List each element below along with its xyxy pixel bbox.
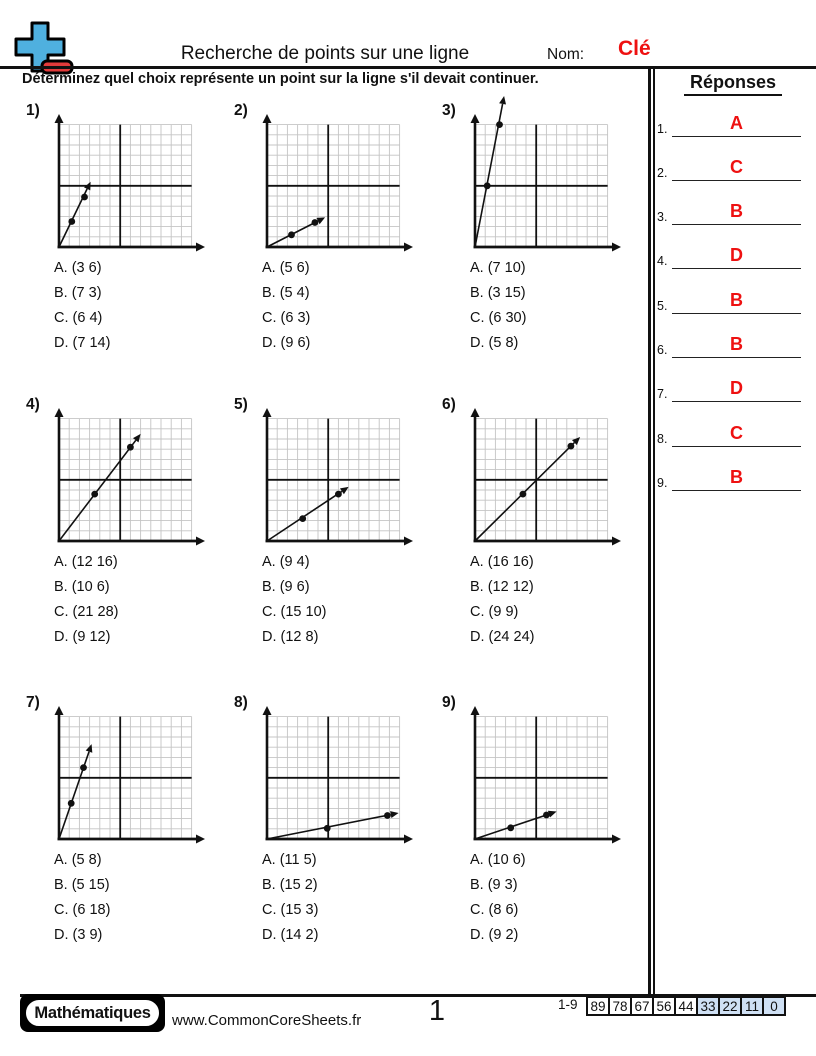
answer-blank-line bbox=[672, 268, 801, 269]
choice-d: D. (14 2) bbox=[262, 927, 319, 943]
choice-d: D. (12 8) bbox=[262, 629, 319, 645]
answer-letter: B bbox=[730, 201, 743, 221]
problem-number: 8) bbox=[234, 694, 248, 711]
answer-row-4 bbox=[653, 243, 805, 269]
choice-d: D. (3 9) bbox=[54, 927, 103, 943]
score-cell: 67 bbox=[630, 996, 654, 1016]
answer-number: 8. bbox=[657, 432, 668, 446]
score-range-label: 1-9 bbox=[558, 997, 578, 1012]
choice-a: A. (7 10) bbox=[470, 260, 526, 276]
answer-blank-line bbox=[672, 446, 801, 447]
answer-row-5 bbox=[653, 288, 805, 314]
problem-2 bbox=[228, 100, 434, 392]
choice-c: C. (8 6) bbox=[470, 902, 519, 918]
choice-b: B. (9 6) bbox=[262, 579, 310, 595]
choice-c: C. (9 9) bbox=[470, 604, 519, 620]
answer-letter: D bbox=[730, 245, 743, 265]
choice-list bbox=[470, 550, 534, 650]
choice-b: B. (12 12) bbox=[470, 579, 534, 595]
name-label: Nom: bbox=[547, 46, 585, 63]
answer-row-3 bbox=[653, 199, 805, 225]
answer-row-1 bbox=[653, 111, 805, 137]
choice-a: A. (5 8) bbox=[54, 852, 102, 868]
choice-list bbox=[54, 550, 118, 650]
answer-row-7 bbox=[653, 376, 805, 402]
choice-c: C. (6 4) bbox=[54, 310, 103, 326]
problem-number: 4) bbox=[26, 396, 40, 413]
line-graph bbox=[52, 100, 207, 260]
choice-a: A. (11 5) bbox=[262, 852, 317, 868]
problem-number: 6) bbox=[442, 396, 456, 413]
choice-b: B. (5 4) bbox=[262, 285, 310, 301]
answer-blank-line bbox=[672, 357, 801, 358]
choice-list bbox=[262, 256, 310, 356]
answer-number: 2. bbox=[657, 166, 668, 180]
choice-b: B. (3 15) bbox=[470, 285, 526, 301]
answer-number: 4. bbox=[657, 254, 668, 268]
choice-a: A. (10 6) bbox=[470, 852, 526, 868]
subject-badge bbox=[20, 994, 165, 1032]
answer-blank-line bbox=[672, 224, 801, 225]
page-title: Recherche de points sur une ligne bbox=[180, 43, 470, 64]
problem-number: 5) bbox=[234, 396, 248, 413]
problem-number: 9) bbox=[442, 694, 456, 711]
choice-a: A. (3 6) bbox=[54, 260, 102, 276]
choice-d: D. (9 6) bbox=[262, 335, 311, 351]
line-graph bbox=[260, 100, 415, 260]
problem-5 bbox=[228, 394, 434, 686]
choice-list bbox=[54, 256, 110, 356]
answer-blank-line bbox=[672, 136, 801, 137]
answer-blank-line bbox=[672, 490, 801, 491]
score-cell: 56 bbox=[652, 996, 676, 1016]
website-url: www.CommonCoreSheets.fr bbox=[172, 1012, 362, 1029]
answers-title: Réponses bbox=[653, 72, 813, 96]
answer-letter: C bbox=[730, 157, 743, 177]
score-cell: 0 bbox=[762, 996, 786, 1016]
subject-badge-label: Mathématiques bbox=[24, 998, 161, 1028]
choice-c: C. (21 28) bbox=[54, 604, 119, 620]
score-cell: 78 bbox=[608, 996, 632, 1016]
line-graph bbox=[52, 692, 207, 852]
choice-list bbox=[470, 256, 526, 356]
score-cell: 44 bbox=[674, 996, 698, 1016]
choice-list bbox=[470, 848, 526, 948]
answer-letter: B bbox=[730, 334, 743, 354]
answer-blank-line bbox=[672, 313, 801, 314]
choice-c: C. (6 18) bbox=[54, 902, 111, 918]
instruction-text: Déterminez quel choix représente un point sur la ligne s'il devait continuer. bbox=[22, 71, 539, 87]
choice-b: B. (5 15) bbox=[54, 877, 110, 893]
problem-8 bbox=[228, 692, 434, 984]
choice-b: B. (7 3) bbox=[54, 285, 102, 301]
header-divider bbox=[0, 66, 816, 69]
problem-7 bbox=[20, 692, 226, 984]
score-cell: 89 bbox=[586, 996, 610, 1016]
answer-row-2 bbox=[653, 155, 805, 181]
line-graph bbox=[260, 394, 415, 554]
choice-a: A. (12 16) bbox=[54, 554, 118, 570]
choice-d: D. (5 8) bbox=[470, 335, 519, 351]
answer-blank-line bbox=[672, 401, 801, 402]
answer-row-6 bbox=[653, 332, 805, 358]
choice-a: A. (16 16) bbox=[470, 554, 534, 570]
choice-list bbox=[262, 550, 326, 650]
line-graph bbox=[468, 692, 623, 852]
score-table bbox=[586, 996, 784, 1016]
answer-letter: C bbox=[730, 423, 743, 443]
choice-b: B. (15 2) bbox=[262, 877, 318, 893]
score-cell: 11 bbox=[740, 996, 764, 1016]
choice-b: B. (9 3) bbox=[470, 877, 518, 893]
answer-row-8 bbox=[653, 421, 805, 447]
line-graph bbox=[260, 692, 415, 852]
answer-letter: A bbox=[730, 113, 743, 133]
answer-letter: D bbox=[730, 378, 743, 398]
score-cell: 33 bbox=[696, 996, 720, 1016]
choice-a: A. (5 6) bbox=[262, 260, 310, 276]
choice-b: B. (10 6) bbox=[54, 579, 110, 595]
problem-4 bbox=[20, 394, 226, 686]
choice-c: C. (15 3) bbox=[262, 902, 319, 918]
answer-number: 3. bbox=[657, 210, 668, 224]
answer-number: 9. bbox=[657, 476, 668, 490]
answer-number: 1. bbox=[657, 122, 668, 136]
answer-letter: B bbox=[730, 290, 743, 310]
answer-number: 5. bbox=[657, 299, 668, 313]
line-graph bbox=[468, 394, 623, 554]
choice-c: C. (15 10) bbox=[262, 604, 327, 620]
line-graph bbox=[468, 100, 623, 260]
problem-number: 2) bbox=[234, 102, 248, 119]
problem-9 bbox=[436, 692, 642, 984]
name-value: Clé bbox=[618, 37, 651, 60]
answer-letter: B bbox=[730, 467, 743, 487]
problem-number: 3) bbox=[442, 102, 456, 119]
choice-c: C. (6 3) bbox=[262, 310, 311, 326]
problem-number: 7) bbox=[26, 694, 40, 711]
choice-d: D. (9 2) bbox=[470, 927, 519, 943]
choice-d: D. (7 14) bbox=[54, 335, 111, 351]
problem-number: 1) bbox=[26, 102, 40, 119]
line-graph bbox=[52, 394, 207, 554]
problem-6 bbox=[436, 394, 642, 686]
choice-d: D. (24 24) bbox=[470, 629, 535, 645]
choice-list bbox=[54, 848, 110, 948]
answer-row-9 bbox=[653, 465, 805, 491]
choice-c: C. (6 30) bbox=[470, 310, 527, 326]
choice-a: A. (9 4) bbox=[262, 554, 310, 570]
problem-3 bbox=[436, 100, 642, 392]
score-cell: 22 bbox=[718, 996, 742, 1016]
answer-blank-line bbox=[672, 180, 801, 181]
answer-number: 7. bbox=[657, 387, 668, 401]
choice-d: D. (9 12) bbox=[54, 629, 111, 645]
choice-list bbox=[262, 848, 318, 948]
answer-number: 6. bbox=[657, 343, 668, 357]
page-number: 1 bbox=[428, 995, 446, 1027]
problem-1 bbox=[20, 100, 226, 392]
